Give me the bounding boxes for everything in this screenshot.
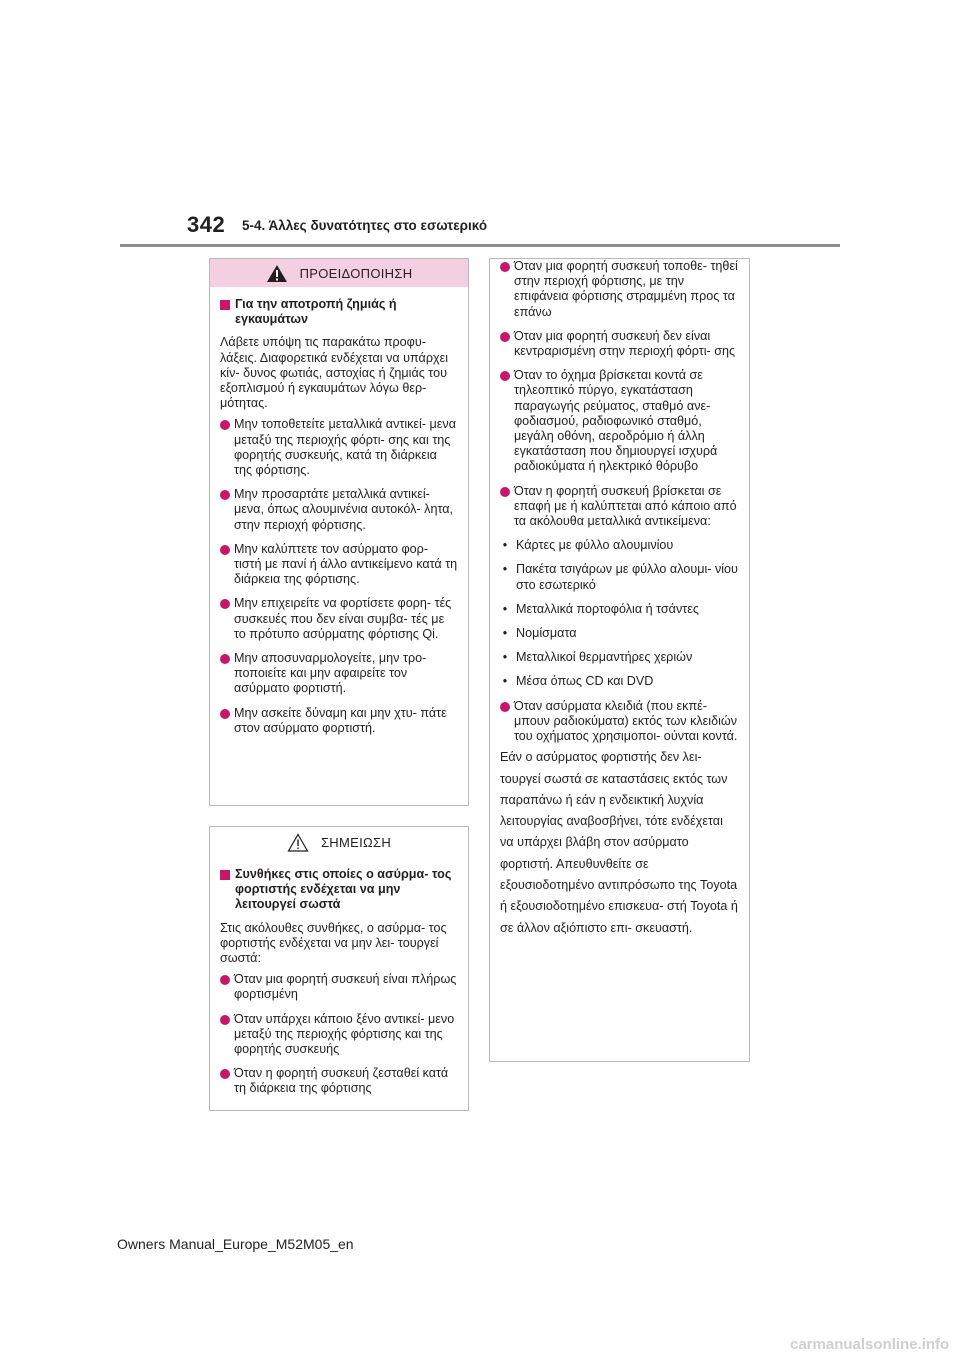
sub-list-item-text: Νομίσματα: [516, 626, 577, 641]
sub-list-item-text: Μέσα όπως CD και DVD: [516, 674, 654, 689]
list-item: [500, 259, 739, 320]
warning-heading: [220, 297, 458, 327]
bullet-dot-icon: [220, 599, 230, 609]
bullet-dot-icon: [500, 487, 510, 497]
sub-bullet-mark: •: [502, 538, 508, 553]
list-item-text: Μην ασκείτε δύναμη και μην χτυ- πάτε στον ασύρματο φορτιστή.: [234, 705, 447, 735]
closing-paragraph: Εάν ο ασύρματος φορτιστής δεν λει- τουργεί σωστά σε καταστάσεις εκτός των παραπάνω ή εάν η ενδεικτική λυχνία λειτουργίας αναβοσβήνει, τότε ενδέχεται να υπάρχει βλάβη στον ασύρματο φορτιστή. Απευθυνθείτε σε εξουσιοδοτημένο αντιπρόσωπο της Toyota ή εξουσιοδοτημένο επισκευα- στή Toyota ή σε άλλον αξιόπιστο επι- σκευαστή.: [500, 750, 738, 935]
warning-box: [209, 258, 469, 806]
list-item-text: Μην επιχειρείτε να φορτίσετε φορη- τές συσκευές που δεν είναι συμβα- τές με το πρότυπο ασύρματης φόρτισης Qi.: [234, 596, 452, 641]
list-item: [500, 329, 739, 359]
list-item: [220, 651, 458, 697]
bullet-dot-icon: [220, 490, 230, 500]
sub-list-item: [500, 674, 739, 689]
note-heading: [220, 867, 458, 913]
list-item-text: Μην καλύπτετε τον ασύρματο φορ- τιστή με πανί ή άλλο αντικείμενο κατά τη διάρκεια της φόρτισης.: [234, 541, 458, 587]
sub-list-item: [500, 650, 739, 665]
bullet-dot-icon: [220, 975, 230, 985]
list-item-text: Μην προσαρτάτε μεταλλικά αντικεί- μενα, όπως αλουμινένια αυτοκόλ- λητα, στην περιοχή φόρτισης.: [234, 487, 454, 532]
bullet-dot-icon: [220, 709, 230, 719]
bullet-dot-icon: [500, 332, 510, 342]
note-content: [210, 857, 468, 1097]
sub-list-item: [500, 602, 739, 617]
watermark: carmanualsonline.info: [790, 1336, 950, 1353]
note-continued-box: [489, 258, 750, 1062]
caution-triangle-icon: [287, 833, 309, 852]
list-item-text: Όταν η φορητή συσκευή βρίσκεται σε επαφή με ή καλύπτεται από κάποιο από τα ακόλουθα μεταλλικά αντικείμενα:: [514, 483, 737, 529]
sub-list-item: [500, 538, 739, 553]
list-item: [500, 699, 739, 745]
sub-list-item-text: Μεταλλικοί θερμαντήρες χεριών: [516, 650, 693, 665]
list-item-text: Όταν μια φορητή συσκευή είναι πλήρως φορτισμένη: [234, 972, 457, 1002]
note-title: ΣΗΜΕΙΩΣΗ: [320, 834, 392, 850]
note-box: [209, 826, 469, 1111]
note-intro: Στις ακόλουθες συνθήκες, ο ασύρμα- τος φορτιστής ενδέχεται να μην λει- τουργεί σωστά:: [220, 920, 447, 966]
sub-bullet-mark: •: [502, 601, 508, 616]
sub-list-item: [500, 562, 739, 592]
page-number: 342: [187, 212, 226, 237]
warning-header: [210, 259, 468, 287]
note-header: [210, 827, 468, 857]
list-item: [220, 596, 458, 642]
warning-heading-text: Για την αποτροπή ζημιάς ή εγκαυμάτων: [235, 297, 397, 327]
bullet-dot-icon: [220, 654, 230, 664]
list-item: [500, 484, 739, 530]
list-item: [500, 368, 739, 474]
bullet-dot-icon: [500, 262, 510, 272]
list-item-text: Όταν η φορητή συσκευή ζεσταθεί κατά τη διάρκεια της φόρτισης: [234, 1066, 449, 1096]
list-item-text: Όταν μια φορητή συσκευή δεν είναι κεντραρισμένη στην περιοχή φόρτι- σης: [514, 328, 736, 359]
list-item: [220, 417, 458, 478]
sub-bullet-mark: •: [502, 650, 508, 665]
sub-list-item-text: Κάρτες με φύλλο αλουμινίου: [516, 538, 674, 553]
list-item: [220, 1066, 458, 1096]
bullet-dot-icon: [500, 702, 510, 712]
square-bullet-icon: [220, 300, 230, 310]
list-item: [220, 1012, 458, 1058]
list-item: [220, 972, 458, 1002]
sub-list-item-text: Μεταλλικά πορτοφόλια ή τσάντες: [516, 601, 699, 616]
list-item-text: Όταν υπάρχει κάποιο ξένο αντικεί- μενο μεταξύ της περιοχής φόρτισης και της φορητής συσκευής: [234, 1011, 455, 1057]
bullet-dot-icon: [220, 420, 230, 430]
bullet-dot-icon: [220, 1015, 230, 1025]
sub-list-item-text: Πακέτα τσιγάρων με φύλλο αλουμι- νίου στο εσωτερικό: [516, 562, 738, 592]
footer-text: Owners Manual_Europe_M52M05_en: [117, 1236, 354, 1252]
bullet-dot-icon: [500, 371, 510, 381]
warning-triangle-icon: [266, 264, 288, 283]
square-bullet-icon: [220, 870, 230, 880]
list-item-text: Μην τοποθετείτε μεταλλικά αντικεί- μενα μεταξύ της περιοχής φόρτι- σης και της φορητής συσκευής, κατά τη διάρκεια της φόρτισης.: [234, 417, 456, 478]
sub-bullet-mark: •: [502, 626, 508, 641]
sub-bullet-mark: •: [502, 674, 508, 689]
list-item-text: Μην αποσυναρμολογείτε, μην τρο- ποποιείτε και μην αφαιρείτε τον ασύρματο φορτιστή.: [234, 651, 427, 696]
sub-list-item: [500, 626, 739, 641]
list-item-text: Όταν ασύρματα κλειδιά (που εκπέ- μπουν ραδιοκύματα) εκτός των κλειδιών του οχήματος χρησιμοποι- ούνται κοντά.: [514, 698, 738, 744]
list-item-text: Όταν μια φορητή συσκευή τοποθε- τηθεί στην περιοχή φόρτισης, με την επιφάνεια φόρτισης στραμμένη προς τα επάνω: [514, 259, 738, 319]
warning-intro: Λάβετε υπόψη τις παρακάτω προφυ- λάξεις. Διαφορετικά ενδέχεται να υπάρχει κίν- δυνος φωτιάς, αστοχίας ή ζημιάς του εξοπλισμού ή εγκαυμάτων λόγω θερ- μότητας.: [220, 335, 449, 411]
warning-content: [210, 287, 468, 736]
list-item-text: Όταν το όχημα βρίσκεται κοντά σε τηλεοπτικό πύργο, εγκατάσταση παραγωγής ρεύματος, σταθμό ανε- φοδιασμού, ραδιοφωνικό σταθμό, μεγάλη οθόνη, αεροδρόμιο ή άλλη εγκατάσταση που δημιουργεί ισχυρά ραδιοκύματα ή ηλεκτρικό θόρυβο: [514, 368, 718, 474]
header-rule: [120, 244, 840, 247]
list-item: [220, 542, 458, 588]
list-item: [220, 706, 458, 736]
bullet-dot-icon: [220, 545, 230, 555]
sub-bullet-mark: •: [502, 562, 508, 577]
note-continued-content: [490, 259, 749, 939]
bullet-dot-icon: [220, 1069, 230, 1079]
section-title: 5-4. Άλλες δυνατότητες στο εσωτερικό: [242, 218, 488, 233]
note-heading-text: Συνθήκες στις οποίες ο ασύρμα- τος φορτιστής ενδέχεται να μην λειτουργεί σωστά: [235, 867, 452, 912]
list-item: [220, 487, 458, 533]
warning-title: ΠΡΟΕΙΔΟΠΟΙΗΣΗ: [299, 265, 413, 281]
